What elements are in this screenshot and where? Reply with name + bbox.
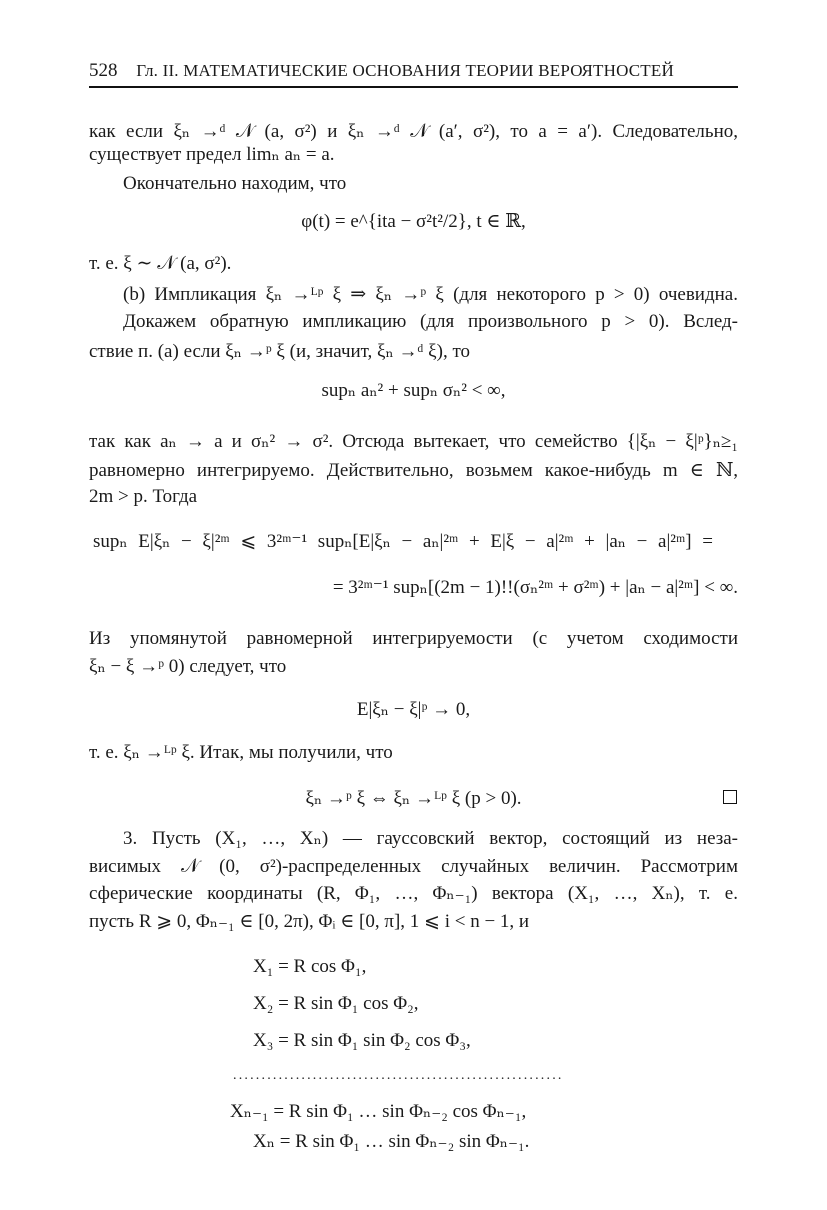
text-line: так как aₙ → a и σₙ² → σ². Отсюда вытекает, что семейство {|ξₙ − ξ|ᵖ}ₙ≥₁: [89, 431, 738, 452]
text-line: пусть R ⩾ 0, Φₙ₋₁ ∈ [0, 2π), Φᵢ ∈ [0, π], 1 ⩽ i < n − 1, и: [89, 911, 530, 932]
text-line: ξₙ →ᵖ ξ ⇔ ξₙ →ᴸᵖ ξ (p > 0).: [305, 788, 522, 809]
text-line: висимых 𝒩 (0, σ²)-распределенных случайных величин. Рассмотрим: [89, 856, 738, 877]
end-of-proof-icon: [723, 790, 737, 804]
text-line: = 3²ᵐ⁻¹ supₙ[(2m − 1)!!(σₙ²ᵐ + σ²ᵐ) + |aₙ − a|²ᵐ] < ∞.: [332, 577, 738, 598]
ellipsis-row: ..........................................................: [233, 1068, 564, 1083]
text-line: Окончательно находим, что: [123, 173, 347, 194]
text-line: т. е. ξₙ →ᴸᵖ ξ. Итак, мы получили, что: [89, 742, 393, 763]
text-line: φ(t) = e^{ita − σ²t²/2}, t ∈ ℝ,: [301, 211, 526, 232]
text-line: (b) Импликация ξₙ →ᴸᵖ ξ ⇒ ξₙ →ᵖ ξ (для некоторого p > 0) очевидна.: [123, 284, 738, 305]
text-line: X₁ = R cos Φ₁,: [253, 956, 367, 977]
text-line: X₃ = R sin Φ₁ sin Φ₂ cos Φ₃,: [253, 1030, 471, 1051]
page-number: 528: [89, 60, 118, 81]
text-line: Докажем обратную импликацию (для произвольного p > 0). Вслед-: [123, 311, 738, 332]
text-line: supₙ aₙ² + supₙ σₙ² < ∞,: [321, 380, 506, 401]
text-line: ξₙ − ξ →ᵖ 0) следует, что: [89, 656, 287, 677]
text-line: E|ξₙ − ξ|ᵖ → 0,: [356, 699, 471, 720]
running-title: Гл. II. МАТЕМАТИЧЕСКИЕ ОСНОВАНИЯ ТЕОРИИ ВЕРОЯТНОСТЕЙ: [136, 61, 674, 80]
text-line: равномерно интегрируемо. Действительно, возьмем какое-нибудь m ∈ ℕ,: [89, 460, 738, 481]
text-line: как если ξₙ →ᵈ 𝒩 (a, σ²) и ξₙ →ᵈ 𝒩 (a′, σ²), то a = a′). Следовательно,: [89, 121, 738, 142]
text-line: supₙ E|ξₙ − ξ|²ᵐ ⩽ 3²ᵐ⁻¹ supₙ[E|ξₙ − aₙ|²ᵐ + E|ξ − a|²ᵐ + |aₙ − a|²ᵐ] =: [93, 531, 713, 552]
text-line: существует предел limₙ aₙ = a.: [89, 144, 335, 165]
text-line: Xₙ = R sin Φ₁ … sin Φₙ₋₂ sin Φₙ₋₁.: [253, 1131, 530, 1152]
text-line: 3. Пусть (X₁, …, Xₙ) — гауссовский вектор, состоящий из неза-: [123, 828, 738, 849]
text-line: X₂ = R sin Φ₁ cos Φ₂,: [253, 993, 419, 1014]
text-line: 2m > p. Тогда: [89, 486, 198, 507]
header-rule: [89, 86, 738, 88]
text-line: сферические координаты (R, Φ₁, …, Φₙ₋₁) вектора (X₁, …, Xₙ), т. е.: [89, 883, 738, 904]
text-line: т. е. ξ ∼ 𝒩 (a, σ²).: [89, 253, 232, 274]
text-line: Из упомянутой равномерной интегрируемости (с учетом сходимости: [89, 628, 738, 649]
text-line: Xₙ₋₁ = R sin Φ₁ … sin Φₙ₋₂ cos Φₙ₋₁,: [230, 1101, 527, 1122]
text-line: ствие п. (a) если ξₙ →ᵖ ξ (и, значит, ξₙ →ᵈ ξ), то: [89, 341, 471, 362]
running-header: [89, 60, 738, 82]
